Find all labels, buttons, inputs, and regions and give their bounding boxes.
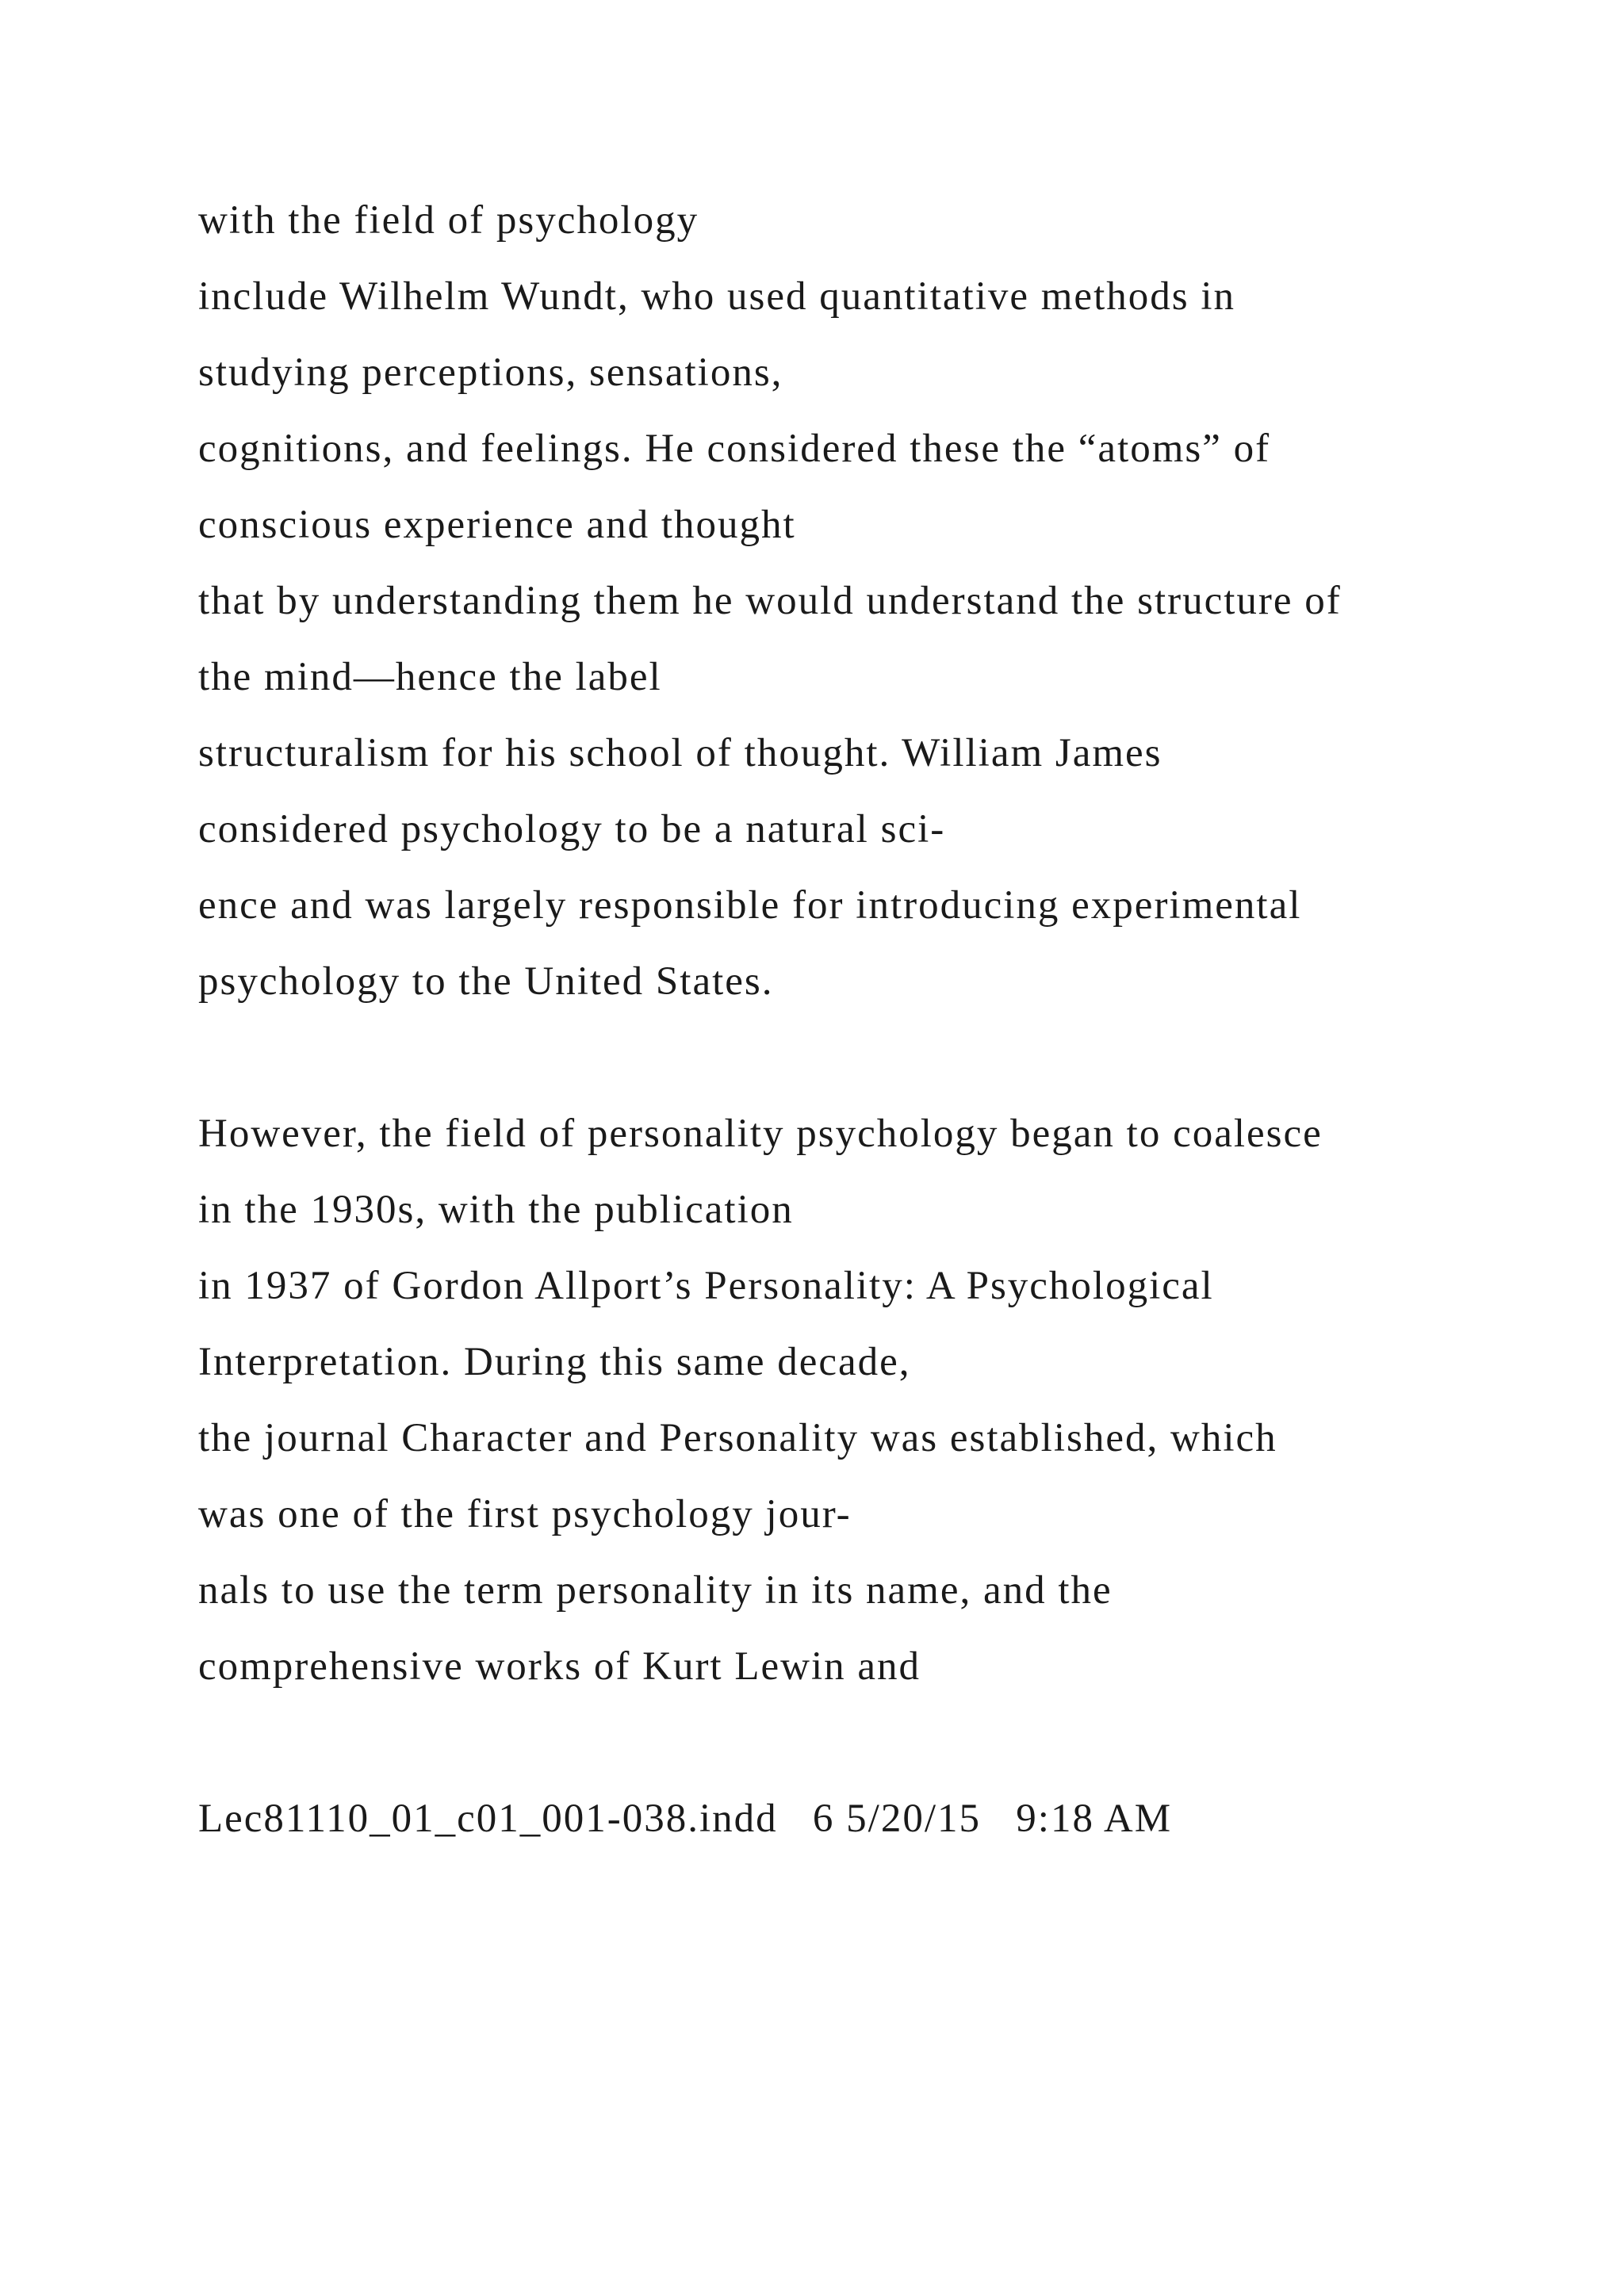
text-line: include Wilhelm Wundt, who used quantitative methods in <box>198 274 1236 319</box>
text-line: However, the field of personality psychology began to coalesce <box>198 1112 1323 1156</box>
text-line: studying perceptions, sensations, <box>198 350 783 395</box>
paragraph-spacer <box>198 1020 1594 1096</box>
text-line: in 1937 of Gordon Allport’s Personality: A Psychological <box>198 1264 1214 1308</box>
text-line: in the 1930s, with the publication <box>198 1188 794 1232</box>
text-line: ence and was largely responsible for introducing experimental <box>198 883 1302 928</box>
text-line: cognitions, and feelings. He considered these the “atoms” of <box>198 427 1271 471</box>
text-line: with the field of psychology <box>198 198 699 243</box>
paragraph-2 <box>198 1096 1594 1705</box>
text-line: Interpretation. During this same decade, <box>198 1340 911 1384</box>
text-line: considered psychology to be a natural sci- <box>198 807 946 851</box>
text-line: conscious experience and thought <box>198 503 796 547</box>
paragraph-spacer <box>198 1705 1594 1781</box>
document-body <box>198 182 1594 1857</box>
text-line: was one of the first psychology jour- <box>198 1492 852 1536</box>
text-line: the mind—hence the label <box>198 655 662 699</box>
paragraph-1 <box>198 182 1594 1020</box>
file-info-footer: Lec81110_01_c01_001-038.indd 6 5/20/15 9:18 AM <box>198 1797 1173 1841</box>
text-line: the journal Character and Personality was established, which <box>198 1416 1277 1460</box>
text-line: nals to use the term personality in its name, and the <box>198 1568 1113 1613</box>
text-line: comprehensive works of Kurt Lewin and <box>198 1644 921 1689</box>
text-line: that by understanding them he would understand the structure of <box>198 579 1342 623</box>
text-line: psychology to the United States. <box>198 959 774 1004</box>
text-line: structuralism for his school of thought. William James <box>198 731 1162 775</box>
